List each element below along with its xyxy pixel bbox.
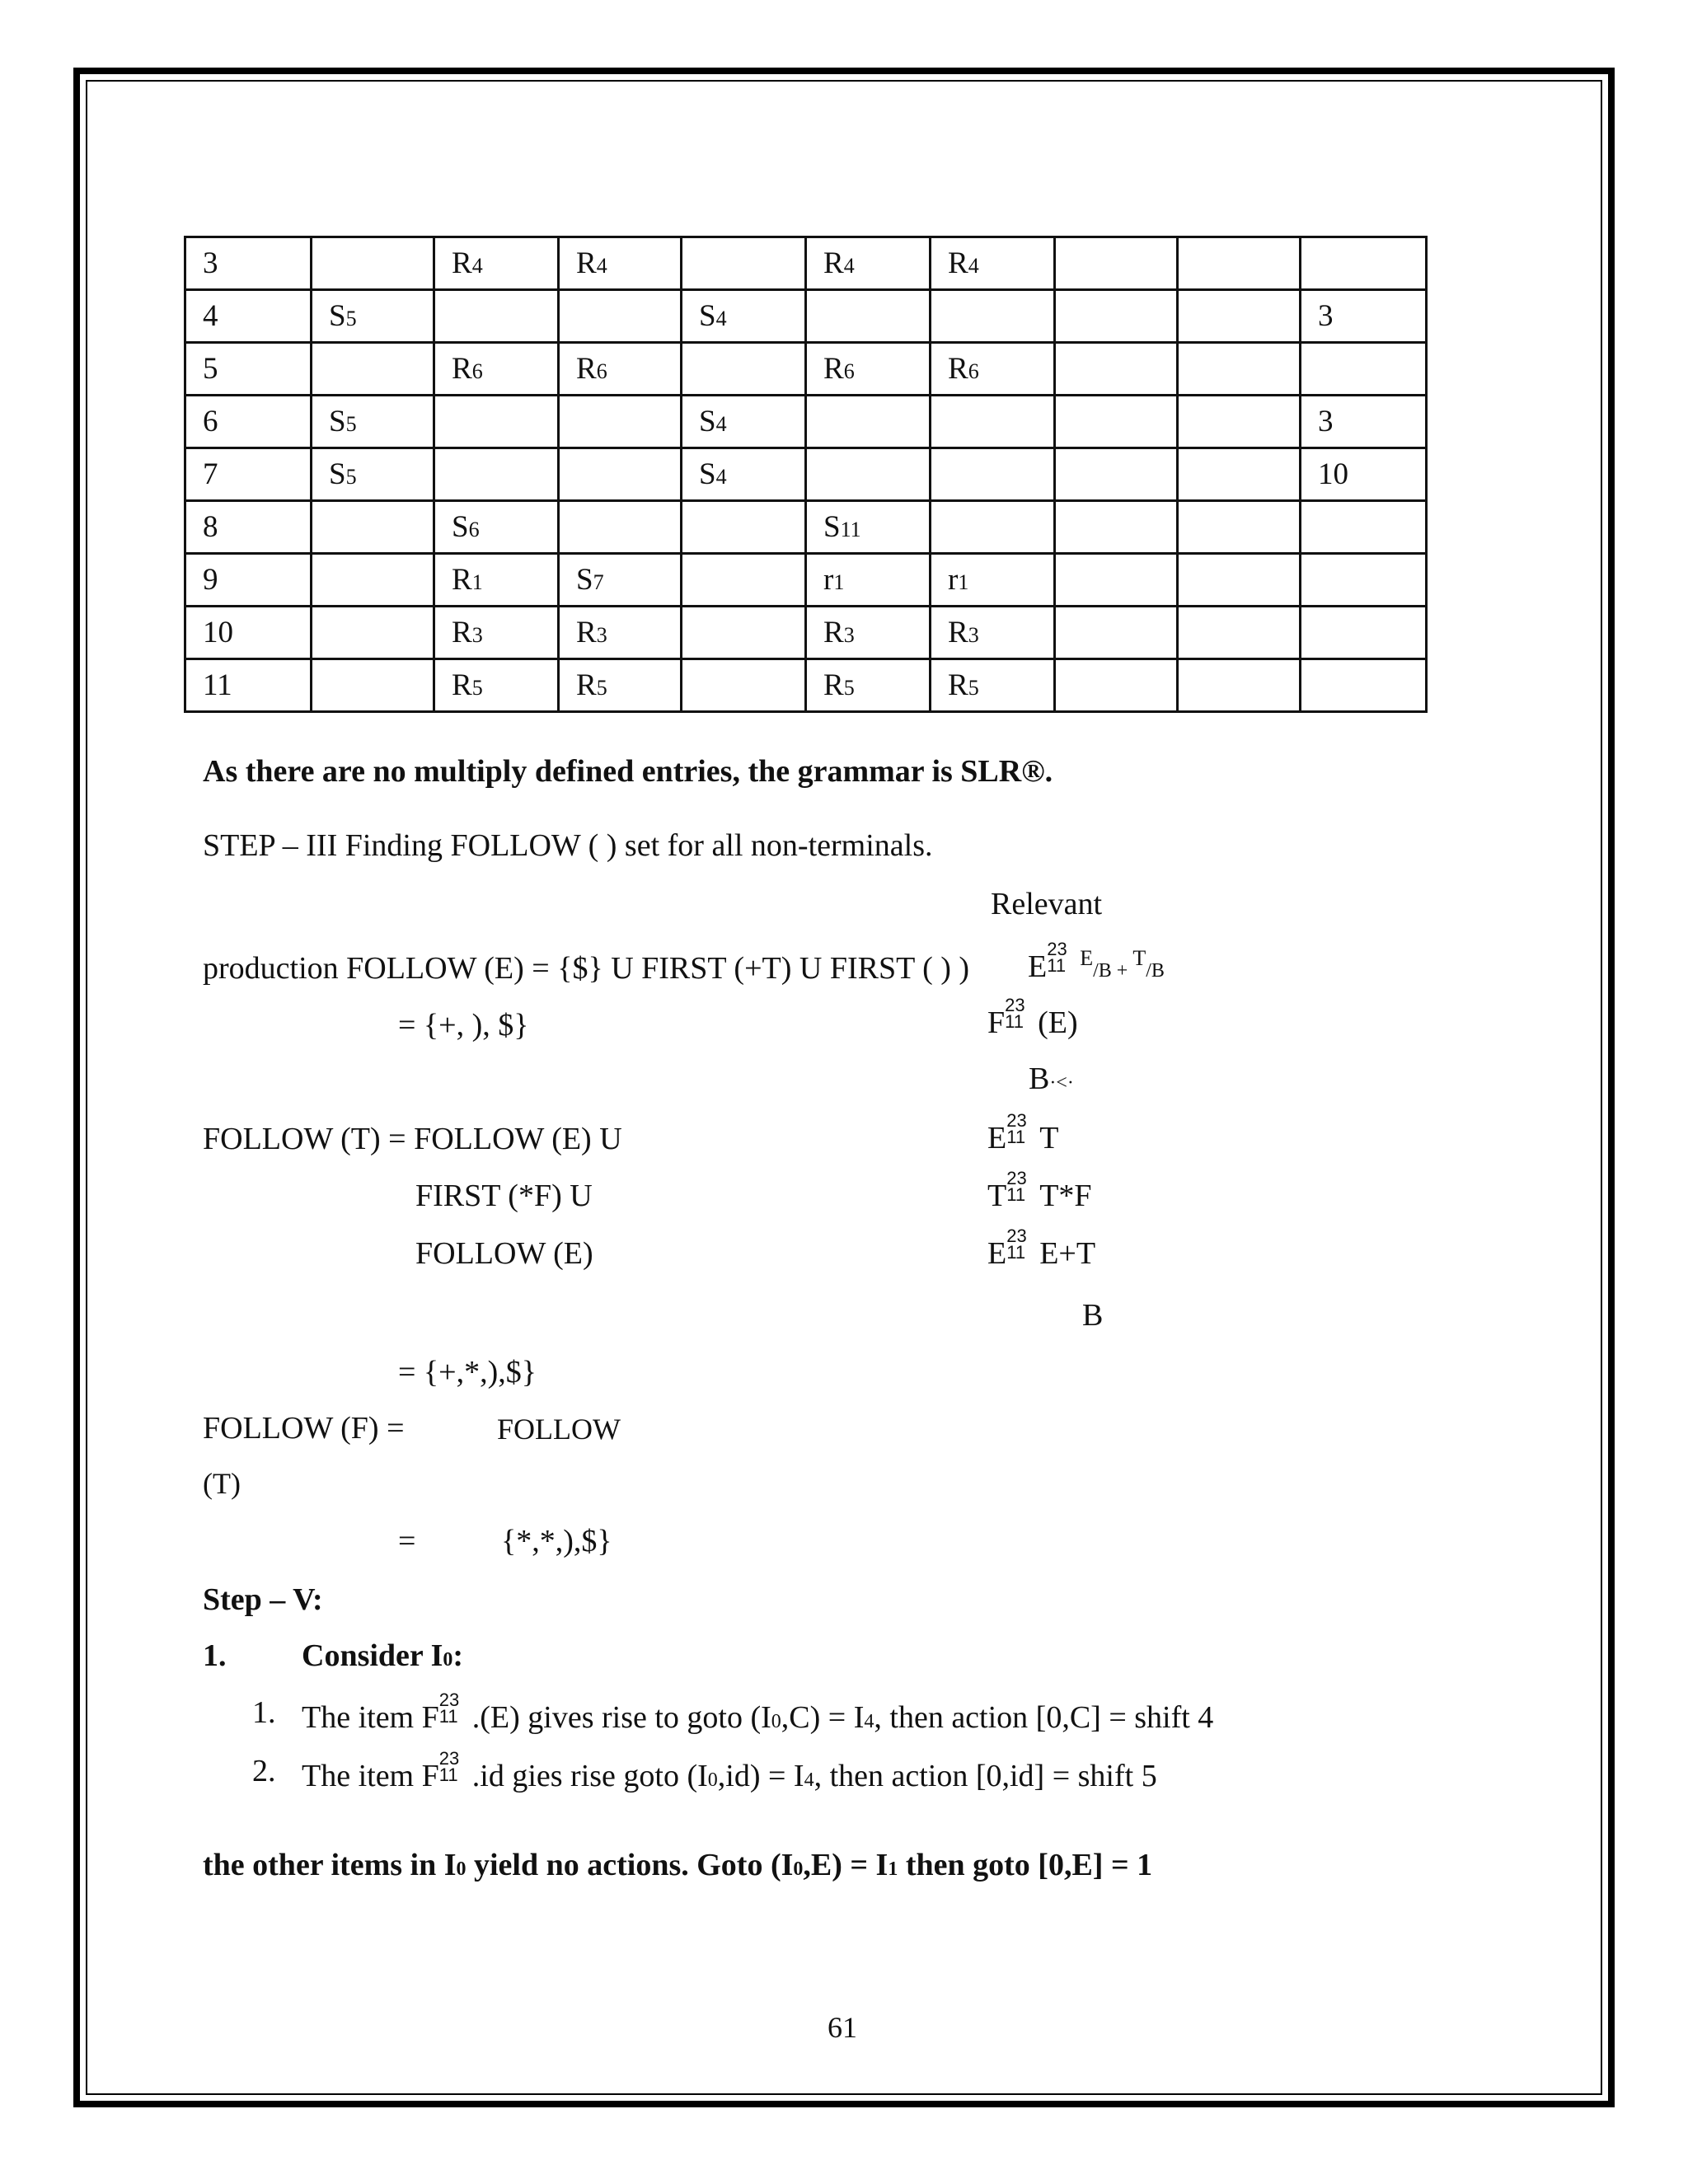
action-cell: S11: [806, 501, 931, 554]
follow-t-line-3: FOLLOW (E): [415, 1236, 593, 1271]
action-cell: [1301, 501, 1427, 554]
action-cell: [806, 448, 931, 501]
action-cell: R4: [559, 237, 682, 290]
action-cell: R6: [434, 343, 559, 396]
action-cell: S4: [682, 448, 806, 501]
state-cell: 7: [185, 448, 312, 501]
follow-e-result: = {+, ), $}: [398, 1008, 529, 1043]
action-cell: [1301, 343, 1427, 396]
action-cell: S4: [682, 290, 806, 343]
action-cell: [1055, 607, 1178, 659]
action-cell: [1178, 659, 1301, 712]
action-cell: [434, 290, 559, 343]
action-cell: R6: [931, 343, 1055, 396]
action-cell: [1055, 554, 1178, 607]
item-2-text: The item F 23 11 .id gies rise goto (I0,id) = I4, then action [0,id] = shift 5: [302, 1748, 1157, 1793]
table-row: [185, 290, 1427, 343]
action-cell: [1301, 554, 1427, 607]
action-cell: [1178, 607, 1301, 659]
state-cell: 3: [185, 237, 312, 290]
follow-t-result: = {+,*,),$}: [398, 1355, 537, 1390]
action-cell: S6: [434, 501, 559, 554]
action-cell: r1: [806, 554, 931, 607]
action-cell: [312, 237, 434, 290]
action-cell: S5: [312, 396, 434, 448]
table-row: [185, 237, 1427, 290]
action-cell: S5: [312, 448, 434, 501]
action-cell: [931, 501, 1055, 554]
relevant-label: Relevant: [991, 887, 1103, 921]
action-cell: [931, 290, 1055, 343]
action-cell: [1301, 607, 1427, 659]
table-row: [185, 554, 1427, 607]
action-cell: [1178, 448, 1301, 501]
action-cell: [931, 396, 1055, 448]
follow-t-line-2: FIRST (*F) U: [415, 1179, 593, 1213]
action-cell: [1178, 290, 1301, 343]
follow-f-t: (T): [203, 1467, 241, 1500]
consider-number: 1.: [203, 1638, 227, 1673]
action-cell: R5: [806, 659, 931, 712]
state-cell: 8: [185, 501, 312, 554]
step-five-heading: Step – V:: [203, 1582, 323, 1617]
table-row: [185, 501, 1427, 554]
action-cell: 10: [1301, 448, 1427, 501]
action-cell: S7: [559, 554, 682, 607]
action-cell: R5: [559, 659, 682, 712]
action-cell: [1055, 343, 1178, 396]
follow-f-result: {*,*,),$}: [501, 1524, 612, 1558]
action-cell: [1055, 659, 1178, 712]
production-e: E 23 11 $^E$/B + $^T$/B: [1028, 939, 1165, 984]
action-cell: [682, 343, 806, 396]
consider-heading: Consider I0:: [302, 1638, 464, 1673]
action-cell: [682, 607, 806, 659]
item-1-number: 1.: [252, 1695, 276, 1730]
item-1-text: The item F 23 11 .(E) gives rise to goto (I0,C) = I4, then action [0,C] = shift 4: [302, 1690, 1214, 1735]
action-cell: R6: [806, 343, 931, 396]
action-cell: [434, 396, 559, 448]
action-cell: [682, 554, 806, 607]
production-t: T 23 11 T*F: [987, 1168, 1092, 1213]
action-cell: R4: [434, 237, 559, 290]
action-cell: [1301, 237, 1427, 290]
production-f: F 23 11 (E): [987, 995, 1078, 1040]
action-cell: 3: [1301, 396, 1427, 448]
action-cell: R5: [434, 659, 559, 712]
action-cell: [312, 607, 434, 659]
table-row: [185, 396, 1427, 448]
action-cell: [1055, 448, 1178, 501]
action-cell: R1: [434, 554, 559, 607]
action-cell: [434, 448, 559, 501]
follow-f-follow: FOLLOW: [497, 1413, 621, 1446]
action-cell: [1055, 237, 1178, 290]
state-cell: 10: [185, 607, 312, 659]
b-mark: B·˂·: [1029, 1062, 1074, 1096]
action-cell: [1055, 501, 1178, 554]
state-cell: 9: [185, 554, 312, 607]
action-cell: R5: [931, 659, 1055, 712]
action-cell: r1: [931, 554, 1055, 607]
action-cell: [312, 501, 434, 554]
goto-summary: the other items in I0 yield no actions. Goto (I0,E) = I1 then goto [0,E] = 1: [203, 1848, 1153, 1882]
follow-f-label: FOLLOW (F) =: [203, 1411, 405, 1446]
action-cell: S5: [312, 290, 434, 343]
action-cell: [806, 290, 931, 343]
item-2-number: 2.: [252, 1754, 276, 1788]
state-cell: 5: [185, 343, 312, 396]
page-number: 61: [828, 2011, 857, 2044]
action-cell: [312, 659, 434, 712]
action-cell: [1178, 396, 1301, 448]
production-e-t: E 23 11 T: [987, 1110, 1059, 1155]
action-cell: [1055, 290, 1178, 343]
action-cell: 3: [1301, 290, 1427, 343]
action-cell: [559, 290, 682, 343]
state-cell: 11: [185, 659, 312, 712]
production-e-plus-t: E 23 11 E+T: [987, 1226, 1096, 1271]
action-cell: [1178, 554, 1301, 607]
action-cell: R4: [931, 237, 1055, 290]
action-cell: [682, 237, 806, 290]
action-cell: R3: [434, 607, 559, 659]
action-cell: [1301, 659, 1427, 712]
table-row: [185, 607, 1427, 659]
slr-parsing-table: [184, 236, 1428, 713]
action-cell: [1055, 396, 1178, 448]
state-cell: 6: [185, 396, 312, 448]
table-row: [185, 659, 1427, 712]
action-cell: [559, 501, 682, 554]
action-cell: [931, 448, 1055, 501]
action-cell: [312, 554, 434, 607]
action-cell: R3: [806, 607, 931, 659]
action-cell: R6: [559, 343, 682, 396]
table-row: [185, 448, 1427, 501]
step-three-heading: STEP – III Finding FOLLOW ( ) set for all non-terminals.: [203, 828, 933, 863]
action-cell: [682, 501, 806, 554]
action-cell: [312, 343, 434, 396]
follow-f-eq: =: [398, 1524, 416, 1558]
action-cell: S4: [682, 396, 806, 448]
action-cell: [682, 659, 806, 712]
b-mark-2: B: [1082, 1298, 1104, 1333]
action-cell: [559, 396, 682, 448]
table-row: [185, 343, 1427, 396]
action-cell: R3: [931, 607, 1055, 659]
action-cell: R3: [559, 607, 682, 659]
action-cell: [559, 448, 682, 501]
action-cell: [806, 396, 931, 448]
action-cell: [1178, 501, 1301, 554]
action-cell: [1178, 343, 1301, 396]
follow-t-line-1: FOLLOW (T) = FOLLOW (E) U: [203, 1122, 622, 1156]
action-cell: [1178, 237, 1301, 290]
state-cell: 4: [185, 290, 312, 343]
conclusion-text: As there are no multiply defined entries, the grammar is SLR®.: [203, 754, 1053, 789]
follow-e-line: production FOLLOW (E) = {$} U FIRST (+T) U FIRST ( ) ): [203, 951, 970, 986]
action-cell: R4: [806, 237, 931, 290]
